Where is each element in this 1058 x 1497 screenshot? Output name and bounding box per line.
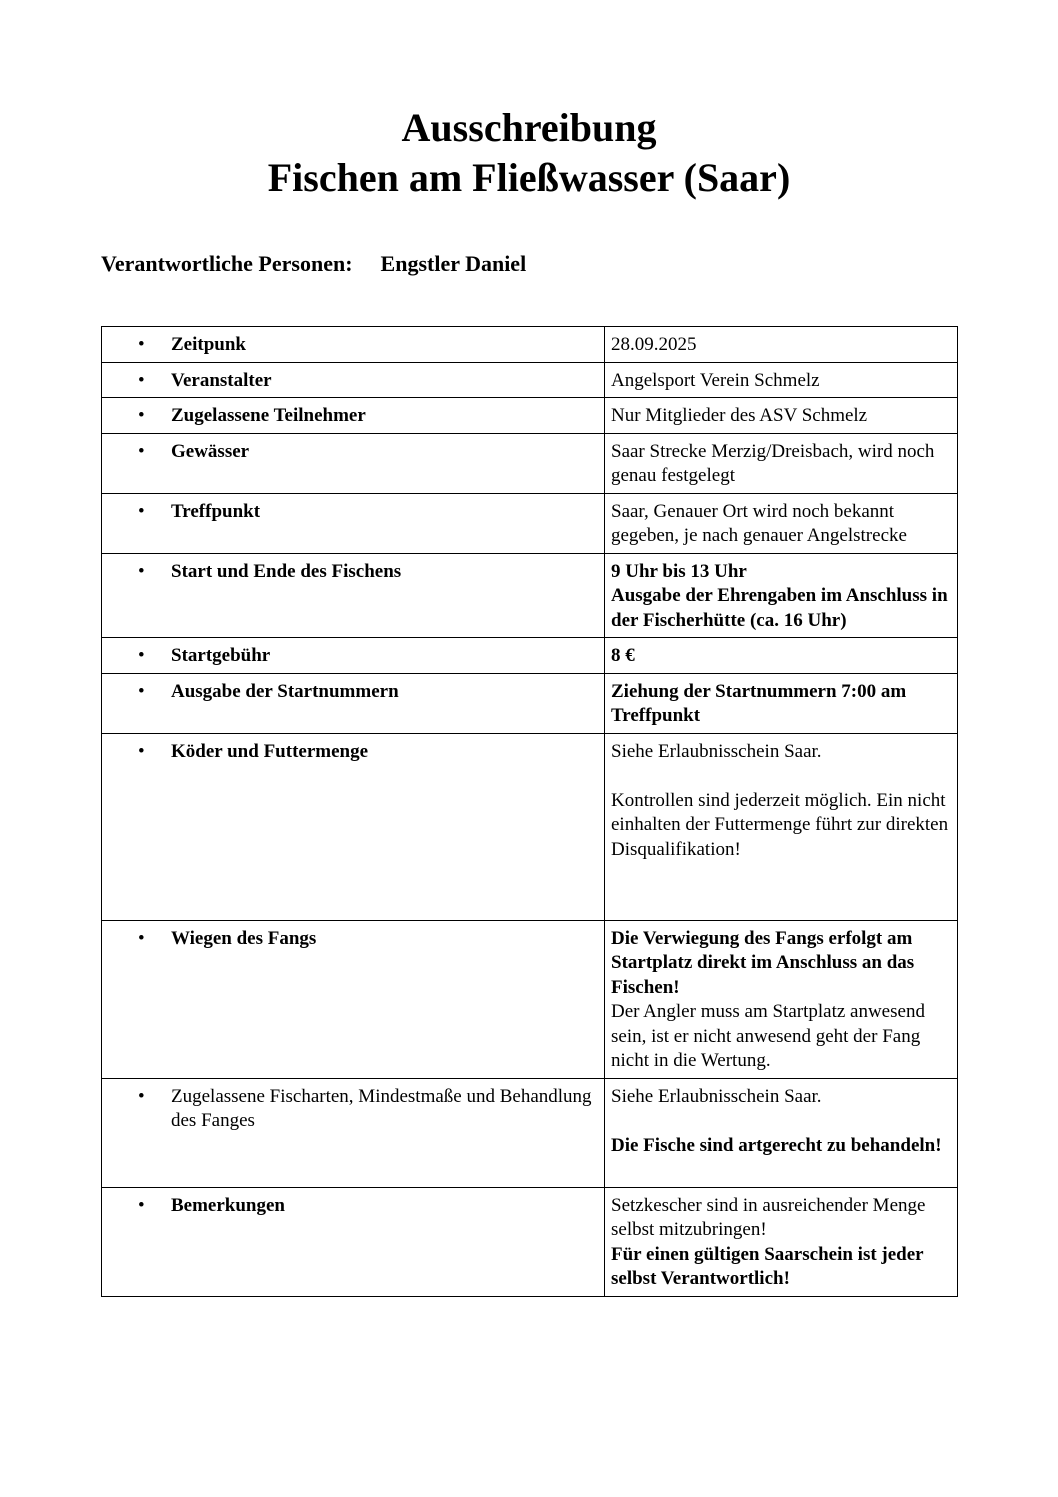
table-row xyxy=(102,920,958,1078)
document-title xyxy=(0,103,1058,203)
row-label-cell xyxy=(102,362,605,398)
row-value-cell xyxy=(605,553,958,638)
bullet-icon: • xyxy=(138,1194,145,1216)
row-value: 9 Uhr bis 13 Uhr xyxy=(611,560,747,582)
row-value-cell xyxy=(605,1078,958,1187)
title-line-2: Fischen am Fließwasser (Saar) xyxy=(267,155,791,200)
row-value: Saar Strecke Merzig/Dreisbach, wird noch genau festgelegt xyxy=(611,440,935,486)
row-label-cell xyxy=(102,1078,605,1187)
table-row xyxy=(102,433,958,493)
bullet-icon: • xyxy=(138,369,145,391)
row-value: Ziehung der Startnummern 7:00 am Treffpunkt xyxy=(611,680,907,726)
table-row xyxy=(102,493,958,553)
row-label: Ausgabe der Startnummern xyxy=(171,680,399,702)
row-value-cell xyxy=(605,638,958,674)
row-label-cell xyxy=(102,493,605,553)
responsible-name: Engstler Daniel xyxy=(380,251,527,276)
bullet-icon: • xyxy=(138,1085,145,1107)
row-value: 28.09.2025 xyxy=(611,334,697,355)
bullet-icon: • xyxy=(138,334,145,355)
row-value-cell xyxy=(605,362,958,398)
row-value: Der Angler muss am Startplatz anwesend sein, ist er nicht anwesend geht der Fang nicht in die Wertung. xyxy=(611,1001,925,1071)
responsible-persons xyxy=(101,250,526,278)
title-line-1: Ausschreibung xyxy=(401,105,657,150)
row-label: Start und Ende des Fischens xyxy=(171,560,402,582)
bullet-icon: • xyxy=(138,405,145,426)
row-value: Die Fische sind artgerecht zu behandeln! xyxy=(611,1134,942,1156)
bullet-icon: • xyxy=(138,645,145,666)
table-row xyxy=(102,553,958,638)
row-value: Angelsport Verein Schmelz xyxy=(611,369,820,391)
row-value: Für einen gültigen Saarschein ist jeder selbst Verantwortlich! xyxy=(611,1243,924,1289)
row-label-cell xyxy=(102,433,605,493)
table-row xyxy=(102,362,958,398)
row-value: Saar, Genauer Ort wird noch bekannt gegeben, je nach genauer Angelstrecke xyxy=(611,500,907,546)
table-row xyxy=(102,327,958,363)
row-value-cell xyxy=(605,1187,958,1296)
table-row xyxy=(102,1078,958,1187)
row-value-cell xyxy=(605,493,958,553)
row-label: Zeitpunk xyxy=(171,334,246,355)
row-value-cell xyxy=(605,920,958,1078)
bullet-icon: • xyxy=(138,500,145,522)
bullet-icon: • xyxy=(138,560,145,582)
row-label: Veranstalter xyxy=(171,369,272,391)
row-label: Treffpunkt xyxy=(171,500,261,522)
row-label-cell xyxy=(102,553,605,638)
row-value: Siehe Erlaubnisschein Saar. xyxy=(611,1085,822,1107)
row-value: Kontrollen sind jederzeit möglich. Ein nicht einhalten der Futtermenge führt zur direkten Disqualifikation! xyxy=(611,789,949,860)
row-label-cell xyxy=(102,327,605,363)
row-label-cell xyxy=(102,638,605,674)
row-label-cell xyxy=(102,920,605,1078)
row-value-cell xyxy=(605,398,958,434)
info-table xyxy=(101,326,958,1297)
row-label: Bemerkungen xyxy=(171,1194,285,1216)
row-value-cell xyxy=(605,327,958,363)
row-label: Zugelassene Teilnehmer xyxy=(171,405,366,426)
row-value: Die Verwiegung des Fangs erfolgt am Startplatz direkt im Anschluss an das Fischen! xyxy=(611,927,915,998)
responsible-label: Verantwortliche Personen: xyxy=(101,251,353,276)
row-value: Siehe Erlaubnisschein Saar. xyxy=(611,740,822,762)
bullet-icon: • xyxy=(138,927,145,949)
row-value: Ausgabe der Ehrengaben im Anschluss in der Fischerhütte (ca. 16 Uhr) xyxy=(611,585,948,631)
table-row xyxy=(102,733,958,920)
table-row xyxy=(102,673,958,733)
row-label-cell xyxy=(102,673,605,733)
row-label: Zugelassene Fischarten, Mindestmaße und Behandlung des Fanges xyxy=(171,1085,592,1131)
bullet-icon: • xyxy=(138,680,145,702)
bullet-icon: • xyxy=(138,440,145,462)
row-label-cell xyxy=(102,398,605,434)
row-label: Köder und Futtermenge xyxy=(171,740,369,762)
row-value-cell xyxy=(605,433,958,493)
bullet-icon: • xyxy=(138,740,145,762)
row-value: 8 € xyxy=(611,645,635,666)
row-value: Setzkescher sind in ausreichender Menge selbst mitzubringen! xyxy=(611,1194,926,1240)
table-row xyxy=(102,638,958,674)
row-value: Nur Mitglieder des ASV Schmelz xyxy=(611,405,868,426)
table-row xyxy=(102,1187,958,1296)
table-row xyxy=(102,398,958,434)
row-label-cell xyxy=(102,733,605,920)
row-label: Startgebühr xyxy=(171,645,271,666)
row-value-cell xyxy=(605,733,958,920)
row-label: Wiegen des Fangs xyxy=(171,927,317,949)
row-value-cell xyxy=(605,673,958,733)
row-label: Gewässer xyxy=(171,440,250,462)
row-label-cell xyxy=(102,1187,605,1296)
